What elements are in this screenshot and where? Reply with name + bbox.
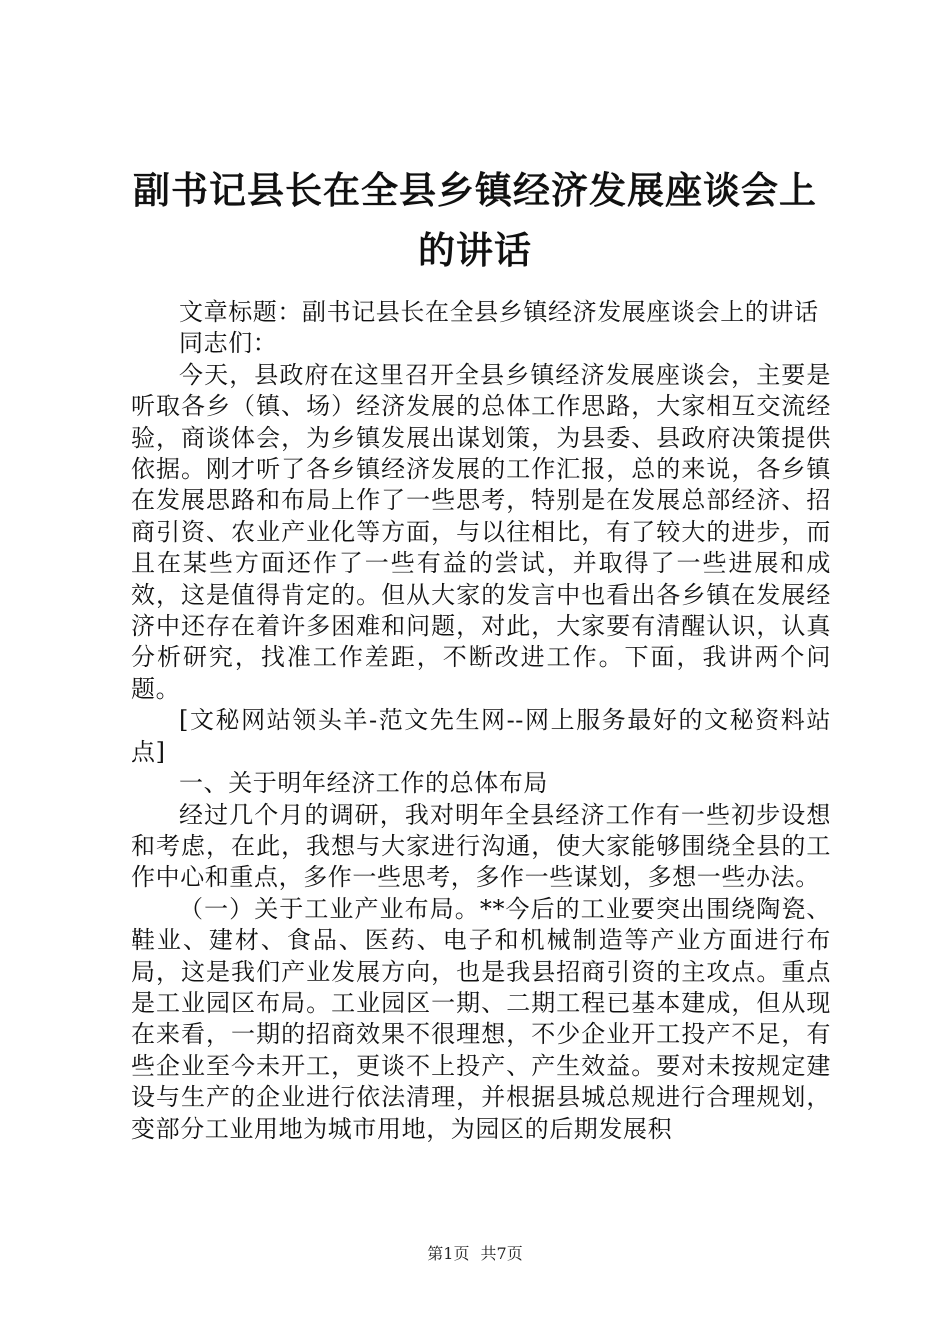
- body-paragraph: （一）关于工业产业布局。**今后的工业要突出围绕陶瓷、鞋业、建材、食品、医药、电子和机械制造等产业方面进行布局，这是我们产业发展方向，也是我县招商引资的主攻点。重点是工业园区布局。工业园区一期、二期工程已基本建成，但从现在来看，一期的招商效果不很理想，不少企业开工投产不足，有些企业至今未开工，更谈不上投产、产生效益。要对未按规定建设与生产的企业进行依法清理，并根据县城总规进行合理规划，变部分工业用地为城市用地，为园区的后期发展积: [131, 894, 831, 1143]
- article-title-line: 文章标题：副书记县长在全县乡镇经济发展座谈会上的讲话: [179, 298, 819, 326]
- document-body: [131, 297, 831, 1145]
- body-paragraph: 今天，县政府在这里召开全县乡镇经济发展座谈会，主要是听取各乡（镇、场）经济发展的总体工作思路，大家相互交流经验，商谈体会，为乡镇发展出谋划策，为县委、县政府决策提供依据。刚才听了各乡镇经济发展的工作汇报，总的来说，各乡镇在发展思路和布局上作了一些思考，特别是在发展总部经济、招商引资、农业产业化等方面，与以往相比，有了较大的进步，而且在某些方面还作了一些有益的尝试，并取得了一些进展和成效，这是值得肯定的。但从大家的发言中也看出各乡镇在发展经济中还存在着许多困难和问题，对此，大家要有清醒认识，认真分析研究，找准工作差距，不断改进工作。下面，我讲两个问题。: [131, 360, 831, 703]
- document-title: 副书记县长在全县乡镇经济发展座谈会上的讲话: [133, 168, 817, 272]
- page-number: 第1页: [427, 1244, 470, 1263]
- salutation: 同志们：: [179, 329, 278, 358]
- page-footer: [0, 1244, 950, 1264]
- body-paragraph: 经过几个月的调研，我对明年全县经济工作有一些初步设想和考虑，在此，我想与大家进行沟通，使大家能够围绕全县的工作中心和重点，多作一些思考，多作一些谋划，多想一些办法。: [131, 800, 831, 892]
- section-heading: 一、关于明年经济工作的总体布局: [179, 769, 548, 798]
- page-total: 共7页: [480, 1244, 523, 1263]
- site-note: [文秘网站领头羊-范文先生网--网上服务最好的文秘资料站点]: [131, 706, 831, 766]
